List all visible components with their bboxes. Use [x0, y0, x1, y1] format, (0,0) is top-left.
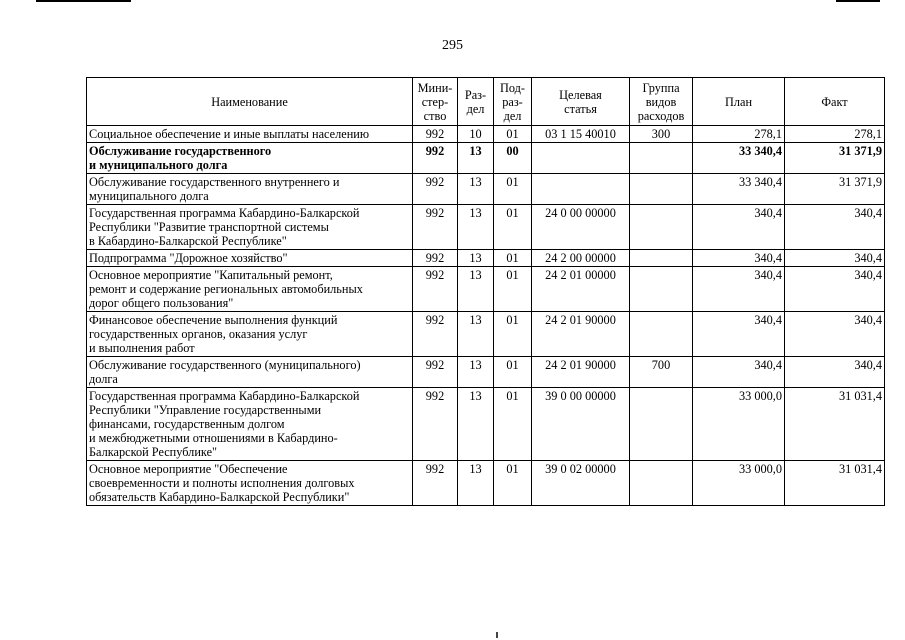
table-row — [87, 312, 885, 357]
cell-fact: 340,4 — [785, 250, 885, 267]
cell-section: 13 — [458, 357, 494, 388]
cell-name: Финансовое обеспечение выполнения функций государственных органов, оказания услуг и выполнения работ — [87, 312, 413, 357]
cell-expense-group: 300 — [630, 126, 693, 143]
table-row — [87, 250, 885, 267]
cell-expense-group: 700 — [630, 357, 693, 388]
cell-fact: 340,4 — [785, 267, 885, 312]
cell-plan: 33 000,0 — [693, 461, 785, 506]
cell-name: Основное мероприятие "Обеспечение своевременности и полноты исполнения долговых обязательств Кабардино-Балкарской Республики" — [87, 461, 413, 506]
cell-ministry: 992 — [413, 143, 458, 174]
top-rule-left — [36, 0, 131, 2]
table-row — [87, 174, 885, 205]
cell-expense-group — [630, 312, 693, 357]
cell-section: 13 — [458, 143, 494, 174]
header-expense-group: Группа видов расходов — [630, 78, 693, 126]
page-number: 295 — [442, 38, 463, 53]
cell-subsection: 01 — [494, 388, 532, 461]
cell-name: Обслуживание государственного и муниципального долга — [87, 143, 413, 174]
cell-plan: 33 340,4 — [693, 143, 785, 174]
cell-subsection: 01 — [494, 461, 532, 506]
cell-ministry: 992 — [413, 205, 458, 250]
cell-expense-group — [630, 267, 693, 312]
cell-fact: 340,4 — [785, 357, 885, 388]
cell-ministry: 992 — [413, 312, 458, 357]
table-row — [87, 388, 885, 461]
cell-name: Государственная программа Кабардино-Балкарской Республики "Развитие транспортной системы в Кабардино-Балкарской Республике" — [87, 205, 413, 250]
cell-fact: 31 031,4 — [785, 388, 885, 461]
cell-plan: 340,4 — [693, 312, 785, 357]
cell-subsection: 01 — [494, 174, 532, 205]
cell-fact: 278,1 — [785, 126, 885, 143]
header-section: Раз- дел — [458, 78, 494, 126]
cell-plan: 340,4 — [693, 250, 785, 267]
cell-subsection: 01 — [494, 357, 532, 388]
cell-section: 13 — [458, 461, 494, 506]
cell-fact: 31 031,4 — [785, 461, 885, 506]
bottom-mark — [496, 632, 498, 638]
header-ministry: Мини- стер- ство — [413, 78, 458, 126]
cell-name: Государственная программа Кабардино-Балкарской Республики "Управление государственными финансами, государственным долгом и межбюджетными отношениями в Кабардино- Балкарской Республике" — [87, 388, 413, 461]
cell-name: Основное мероприятие "Капитальный ремонт, ремонт и содержание региональных автомобильных дорог общего пользования" — [87, 267, 413, 312]
cell-section: 10 — [458, 126, 494, 143]
cell-target: 24 2 01 90000 — [532, 312, 630, 357]
cell-target — [532, 143, 630, 174]
table-row — [87, 143, 885, 174]
cell-target: 24 2 00 00000 — [532, 250, 630, 267]
header-fact: Факт — [785, 78, 885, 126]
cell-plan: 340,4 — [693, 267, 785, 312]
cell-target: 24 2 01 00000 — [532, 267, 630, 312]
cell-fact: 340,4 — [785, 205, 885, 250]
table-row — [87, 205, 885, 250]
table-header-row — [87, 78, 885, 126]
cell-ministry: 992 — [413, 126, 458, 143]
table-row — [87, 126, 885, 143]
cell-ministry: 992 — [413, 250, 458, 267]
cell-subsection: 01 — [494, 205, 532, 250]
header-target: Целевая статья — [532, 78, 630, 126]
cell-expense-group — [630, 143, 693, 174]
cell-ministry: 992 — [413, 461, 458, 506]
cell-target: 24 0 00 00000 — [532, 205, 630, 250]
table-row — [87, 461, 885, 506]
cell-plan: 278,1 — [693, 126, 785, 143]
cell-expense-group — [630, 250, 693, 267]
header-subsection: Под- раз- дел — [494, 78, 532, 126]
cell-target: 39 0 02 00000 — [532, 461, 630, 506]
cell-section: 13 — [458, 312, 494, 357]
cell-subsection: 01 — [494, 250, 532, 267]
cell-target: 03 1 15 40010 — [532, 126, 630, 143]
cell-section: 13 — [458, 267, 494, 312]
cell-name: Подпрограмма "Дорожное хозяйство" — [87, 250, 413, 267]
cell-ministry: 992 — [413, 357, 458, 388]
cell-plan: 33 000,0 — [693, 388, 785, 461]
cell-subsection: 01 — [494, 126, 532, 143]
cell-name: Социальное обеспечение и иные выплаты населению — [87, 126, 413, 143]
cell-fact: 31 371,9 — [785, 174, 885, 205]
cell-expense-group — [630, 205, 693, 250]
table-row — [87, 267, 885, 312]
cell-expense-group — [630, 388, 693, 461]
cell-subsection: 01 — [494, 267, 532, 312]
cell-expense-group — [630, 461, 693, 506]
cell-ministry: 992 — [413, 174, 458, 205]
cell-subsection: 00 — [494, 143, 532, 174]
cell-ministry: 992 — [413, 267, 458, 312]
header-plan: План — [693, 78, 785, 126]
cell-section: 13 — [458, 174, 494, 205]
cell-fact: 31 371,9 — [785, 143, 885, 174]
cell-section: 13 — [458, 205, 494, 250]
budget-table — [86, 77, 885, 506]
cell-target — [532, 174, 630, 205]
table-row — [87, 357, 885, 388]
header-name: Наименование — [87, 78, 413, 126]
cell-fact: 340,4 — [785, 312, 885, 357]
cell-section: 13 — [458, 250, 494, 267]
cell-subsection: 01 — [494, 312, 532, 357]
cell-name: Обслуживание государственного внутреннего и муниципального долга — [87, 174, 413, 205]
cell-ministry: 992 — [413, 388, 458, 461]
cell-plan: 340,4 — [693, 205, 785, 250]
cell-section: 13 — [458, 388, 494, 461]
cell-name: Обслуживание государственного (муниципального) долга — [87, 357, 413, 388]
cell-target: 39 0 00 00000 — [532, 388, 630, 461]
cell-target: 24 2 01 90000 — [532, 357, 630, 388]
cell-plan: 33 340,4 — [693, 174, 785, 205]
cell-expense-group — [630, 174, 693, 205]
cell-plan: 340,4 — [693, 357, 785, 388]
top-rule-right — [836, 0, 880, 2]
